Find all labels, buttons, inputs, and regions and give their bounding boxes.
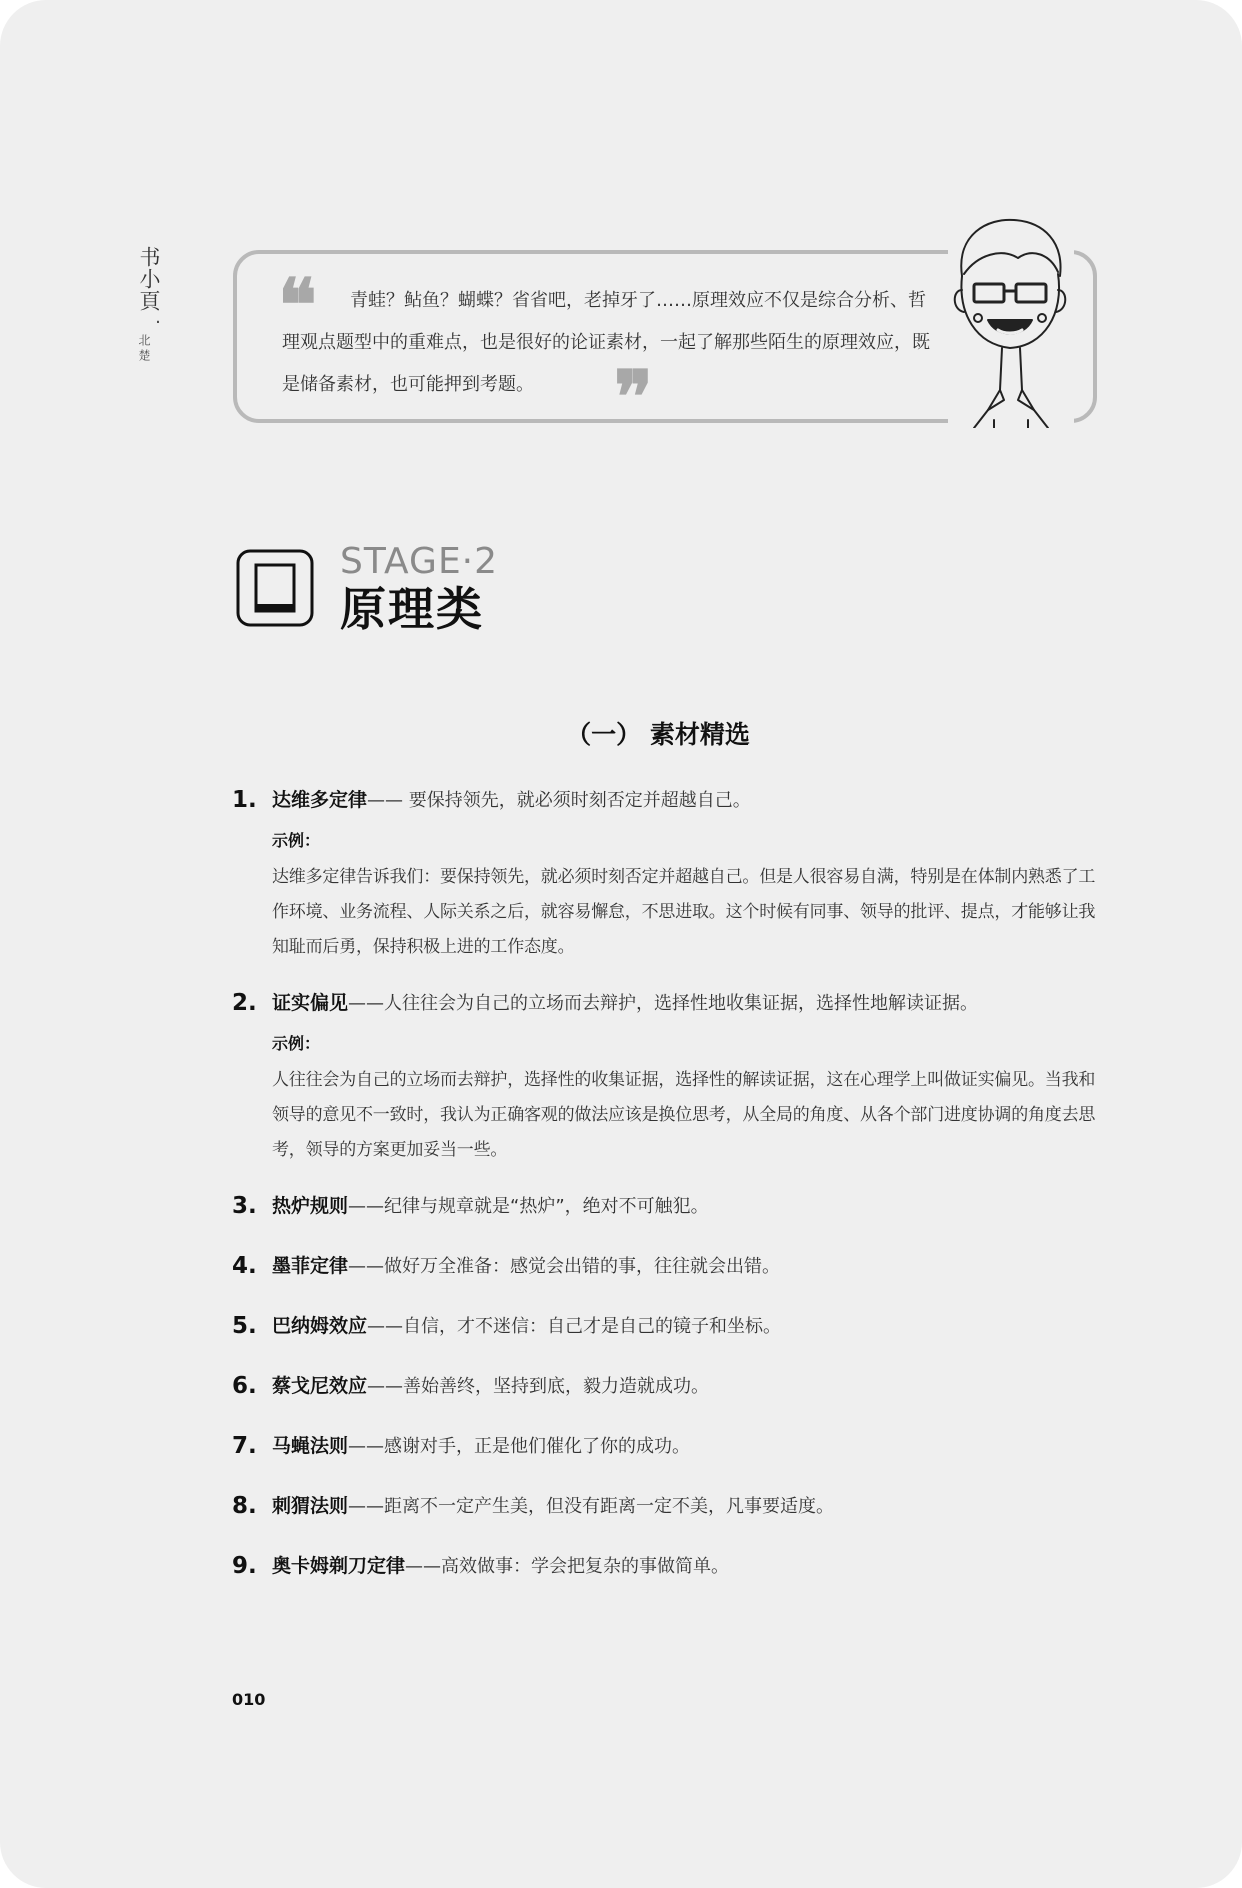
example-label: 示例： <box>272 831 321 850</box>
item-number: 1. <box>232 787 257 813</box>
section-title: （一） 素材精选 <box>566 720 750 749</box>
example-text: 人往往会为自己的立场而去辩护，选择性的收集证据，选择性的解读证据，这在心理学上叫做证实偏见。当我和领导的意见不一致时，我认为正确客观的做法应该是换位思考，从全局的角度、从各个部门进度协调的角度去思考，领导的方案更加妥当一些。 <box>272 1070 1096 1160</box>
principle-list <box>232 780 1102 1586</box>
item-number: 8. <box>232 1493 257 1519</box>
item-name: 墨菲定律 <box>272 1255 349 1277</box>
example-block <box>272 826 1102 965</box>
list-item <box>232 1546 1102 1586</box>
item-name: 达维多定律 <box>272 789 368 811</box>
item-name: 证实偏见 <box>272 992 349 1014</box>
item-description: ——高效做事：学会把复杂的事做简单。 <box>405 1556 730 1577</box>
list-item <box>232 780 1102 965</box>
stage-title: 原理类 <box>340 582 484 636</box>
quote-open-icon: ❝ <box>278 262 311 347</box>
item-name: 热炉规则 <box>272 1195 349 1217</box>
intro-text: 青蛙？鲇鱼？蝴蝶？省省吧，老掉牙了……原理效应不仅是综合分析、哲理观点题型中的重难点，也是很好的论证素材，一起了解那些陌生的原理效应，既是储备素材，也可能押到考题。 <box>282 290 930 395</box>
item-description: ——纪律与规章就是“热炉”，绝对不可触犯。 <box>348 1196 709 1217</box>
list-item <box>232 1366 1102 1406</box>
item-number: 5. <box>232 1313 257 1339</box>
item-description: ——人往往会为自己的立场而去辩护，选择性地收集证据，选择性地解读证据。 <box>348 993 979 1014</box>
brand-author: 北楚 <box>137 334 151 364</box>
list-item <box>232 1306 1102 1346</box>
item-name: 刺猬法则 <box>272 1495 349 1517</box>
item-name: 马蝇法则 <box>272 1435 349 1457</box>
list-item <box>232 1486 1102 1526</box>
quote-close-icon: ❞ <box>614 354 647 439</box>
list-item <box>232 1426 1102 1466</box>
item-description: ——善始善终，坚持到底，毅力造就成功。 <box>367 1376 710 1397</box>
brand-name: 书小頁 <box>137 246 161 312</box>
cartoon-character-icon <box>948 214 1074 428</box>
item-description: ——做好万全准备：感觉会出错的事，往往就会出错。 <box>348 1256 781 1277</box>
item-number: 2. <box>232 990 257 1016</box>
item-description: ——距离不一定产生美，但没有距离一定不美，凡事要适度。 <box>348 1496 835 1517</box>
item-number: 3. <box>232 1193 257 1219</box>
brand-separator: · <box>155 312 161 333</box>
item-number: 6. <box>232 1373 257 1399</box>
example-block <box>272 1029 1102 1168</box>
item-name: 巴纳姆效应 <box>272 1315 368 1337</box>
example-label: 示例： <box>272 1034 321 1053</box>
item-name: 奥卡姆剃刀定律 <box>272 1555 406 1577</box>
item-description: —— 要保持领先，就必须时刻否定并超越自己。 <box>367 790 751 811</box>
item-description: ——感谢对手，正是他们催化了你的成功。 <box>348 1436 691 1457</box>
brand-mark <box>138 246 178 364</box>
list-item <box>232 1246 1102 1286</box>
example-text: 达维多定律告诉我们：要保持领先，就必须时刻否定并超越自己。但是人很容易自满，特别是在体制内熟悉了工作环境、业务流程、人际关系之后，就容易懈怠，不思进取。这个时候有同事、领导的批评、提点，才能够让我知耻而后勇，保持积极上进的工作态度。 <box>272 867 1096 957</box>
item-description: ——自信，才不迷信：自己才是自己的镜子和坐标。 <box>367 1316 782 1337</box>
item-number: 7. <box>232 1433 257 1459</box>
list-item <box>232 1186 1102 1226</box>
item-number: 4. <box>232 1253 257 1279</box>
item-name: 蔡戈尼效应 <box>272 1375 368 1397</box>
book-icon <box>236 549 314 627</box>
page-number: 010 <box>232 1690 266 1709</box>
list-item <box>232 983 1102 1168</box>
item-number: 9. <box>232 1553 257 1579</box>
stage-label: STAGE·2 <box>340 541 499 582</box>
